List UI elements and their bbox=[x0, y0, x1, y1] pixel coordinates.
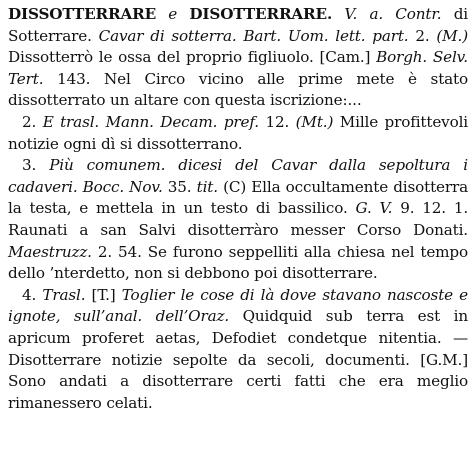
text: 9. 12. 1. Raunati a san Salvi disotterràro messer Corso Donati. bbox=[8, 199, 469, 239]
sense-3 bbox=[8, 155, 468, 285]
text: 35. bbox=[162, 177, 197, 196]
text: Quidquid sub terra est in apricum proferet aetas, Defodiet condetque nitentia. — Disotterrare notizie sepolte da secoli, documenti. [G.M.] Sono andati a disotterrare certi fatti che era meglio rimanessero celati. bbox=[8, 307, 468, 412]
citation: Cavar di sotterra. Bart. Uom. lett. part. bbox=[98, 26, 409, 45]
citation: Borgh. Selv. Tert. bbox=[8, 48, 468, 88]
text: 143. Nel Circo vicino alle prime mete è stato dissotterrato un altare con questa iscrizione:... bbox=[8, 69, 468, 110]
conjunction: e bbox=[168, 5, 178, 23]
tag: [T.] bbox=[91, 285, 116, 304]
sense-2 bbox=[8, 112, 468, 155]
citation: Maestruzz. bbox=[8, 242, 92, 261]
headword: DISSOTTERRARE bbox=[8, 5, 157, 23]
text: 2. 54. Se furono seppelliti alla chiesa nel tempo dello ’nterdetto, non si debbono poi disotterrare. bbox=[8, 242, 468, 283]
text: 12. bbox=[258, 112, 296, 131]
text: (C) Ella occultamente disotterra la testa, e mettela in un testo di bassilico. bbox=[8, 177, 468, 218]
sense-label: Più comunem. dicesi del Cavar dalla sepoltura i cadaveri. Bocc. Nov. bbox=[8, 156, 468, 196]
sense-number: 4. bbox=[22, 285, 37, 304]
sense-4 bbox=[8, 285, 468, 415]
sense-label: E trasl. Mann. Decam. pref. bbox=[42, 112, 259, 131]
text: 2. bbox=[408, 26, 437, 45]
entry-intro bbox=[8, 4, 468, 112]
sense-number: 2. bbox=[22, 112, 37, 131]
definition: Toglier le cose di là dove stavano nascoste e ignote, sull’anal. dell’Oraz. bbox=[8, 285, 468, 326]
headword-variant: DISOTTERRARE. bbox=[189, 5, 333, 23]
citation: G. V. bbox=[355, 199, 393, 218]
text: Mille profittevoli notizie ogni dì si dissotterrano. bbox=[8, 112, 468, 153]
sense-number: 3. bbox=[22, 156, 37, 175]
tag: (M.) bbox=[436, 26, 468, 45]
text: Dissotterrò le ossa del proprio figliuolo. [Cam.] bbox=[8, 48, 377, 67]
citation: tit. bbox=[196, 177, 218, 196]
sense-label: Trasl. bbox=[42, 285, 86, 304]
tag: (Mt.) bbox=[295, 112, 334, 131]
grammar-label: V. a. Contr. bbox=[344, 5, 442, 23]
intro-text: di Sotterrare. bbox=[8, 5, 469, 45]
